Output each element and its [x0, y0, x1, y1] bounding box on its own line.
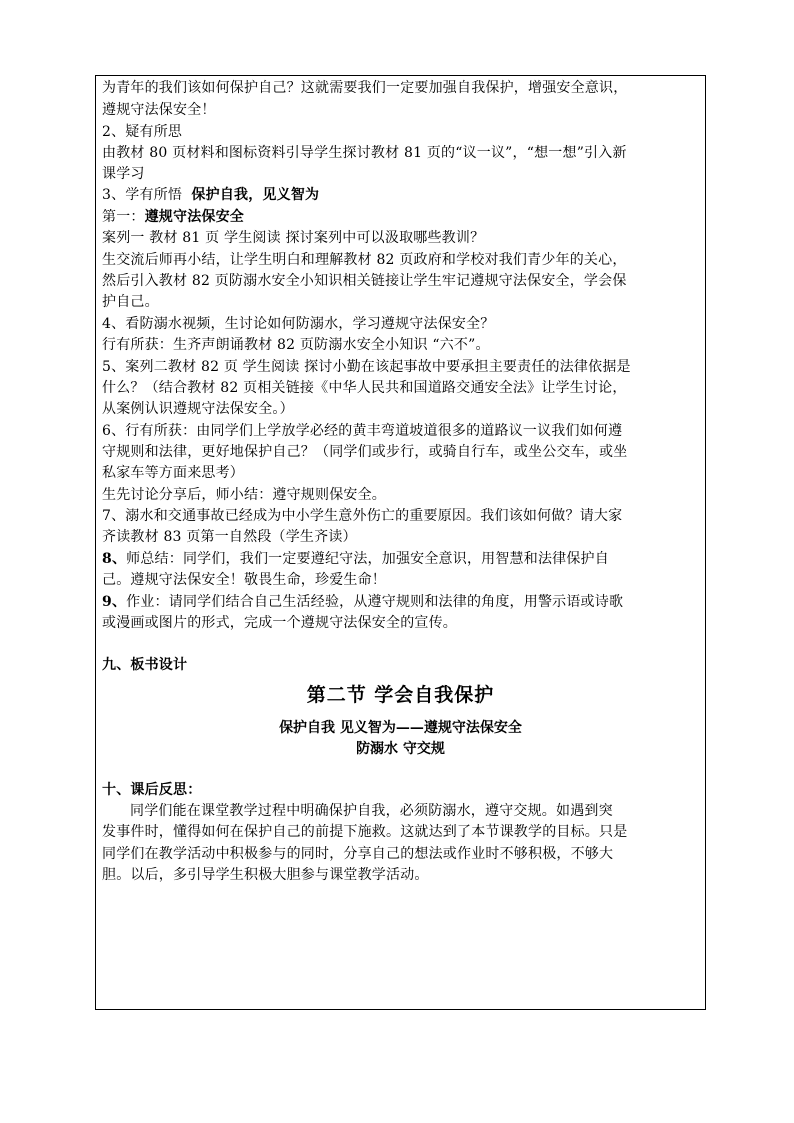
- text-line: 4、看防溺水视频，生讨论如何防溺水，学习遵规守法保安全？: [102, 316, 495, 332]
- item-number: 9、: [102, 594, 127, 610]
- heading-number: 3、学有所悟: [102, 187, 183, 203]
- reflection-line: 同学们能在课堂教学过程中明确保护自我，必须防溺水，遵守交规。如遇到突: [130, 803, 613, 819]
- text-line: 课学习: [102, 166, 145, 182]
- text-line: 案列一 教材 81 页 学生阅读 探讨案列中可以汲取哪些教训？: [102, 230, 485, 246]
- text-line: 2、疑有所思: [102, 124, 183, 140]
- text-line: 或漫画或图片的形式，完成一个遵规守法保安全的宣传。: [102, 615, 457, 631]
- board-line-1: 保护自我 见义智为——遵规守法保安全: [279, 720, 522, 736]
- item-number: 8、: [102, 551, 127, 567]
- heading-bold: 保护自我，见义智为: [191, 187, 320, 203]
- text-line: 7、溺水和交通事故已经成为中小学生意外伤亡的重要原因。我们该如何做？请大家: [102, 508, 623, 524]
- item-text: 作业：请同学们结合自己生活经验，从遵守规则和法律的角度，用警示语或诗歌: [126, 594, 624, 610]
- heading-bold: 遵规守法保安全: [144, 209, 245, 225]
- text-line: 从案例认识遵规守法保安全。）: [102, 401, 294, 417]
- text-line: 行有所获：生齐声朗诵教材 82 页防溺水安全小知识 “六不”。: [102, 337, 490, 353]
- text-line: 生先讨论分享后，师小结：遵守规则保安全。: [102, 487, 386, 503]
- text-line: [102, 592, 623, 612]
- board-line-2: 防溺水 守交规: [356, 741, 445, 757]
- text-line: 守规则和法律，更好地保护自己？（同学们或步行，或骑自行车，或坐公交车，或坐: [102, 444, 628, 460]
- reflection-heading: 十、课后反思：: [102, 782, 202, 798]
- text-line: 己。遵规守法保安全！敬畏生命，珍爱生命！: [102, 572, 386, 588]
- section-heading: [102, 185, 319, 205]
- text-line: 齐读教材 83 页第一自然段（学生齐读）: [102, 529, 357, 545]
- board-title: 第二节 学会自我保护: [306, 684, 495, 706]
- reflection-line: 胆。以后，多引导学生积极大胆参与课堂教学活动。: [102, 867, 429, 883]
- text-line: [102, 549, 609, 569]
- text-line: 为青年的我们该如何保护自己？这就需要我们一定要加强自我保护，增强安全意识，: [102, 80, 628, 96]
- section-heading: [102, 207, 244, 227]
- text-line: 6、行有所获：由同学们上学放学必经的黄丰弯道坡道很多的道路议一议我们如何遵: [102, 423, 623, 439]
- reflection-line: 同学们在教学活动中积极参与的同时，分享自己的想法或作业时不够积极，不够大: [102, 846, 614, 862]
- text-line: 私家车等方面来思考）: [102, 465, 244, 481]
- text-line: 遵规守法保安全！: [102, 102, 216, 118]
- item-text: 师总结：同学们，我们一定要遵纪守法，加强安全意识，用智慧和法律保护自: [126, 551, 609, 567]
- text-line: 生交流后师再小结，让学生明白和理解教材 82 页政府和学校对我们青少年的关心，: [102, 252, 627, 268]
- heading-prefix: 第一：: [102, 209, 145, 225]
- text-line: 护自己。: [102, 294, 159, 310]
- reflection-line: 发事件时，懂得如何在保护自己的前提下施救。这就达到了本节课教学的目标。只是: [102, 824, 628, 840]
- text-line: 由教材 80 页材料和图标资料引导学生探讨教材 81 页的“议一议”，“想一想”引入新: [102, 145, 627, 161]
- board-design-heading: 九、板书设计: [102, 657, 188, 673]
- text-line: 什么？（结合教材 82 页相关链接《中华人民共和国道路交通安全法》让学生讨论，: [102, 380, 627, 396]
- text-line: 5、案列二教材 82 页 学生阅读 探讨小勤在该起事故中要承担主要责任的法律依据是: [102, 359, 631, 375]
- text-line: 然后引入教材 82 页防溺水安全小知识相关链接让学生牢记遵规守法保安全，学会保: [102, 273, 627, 289]
